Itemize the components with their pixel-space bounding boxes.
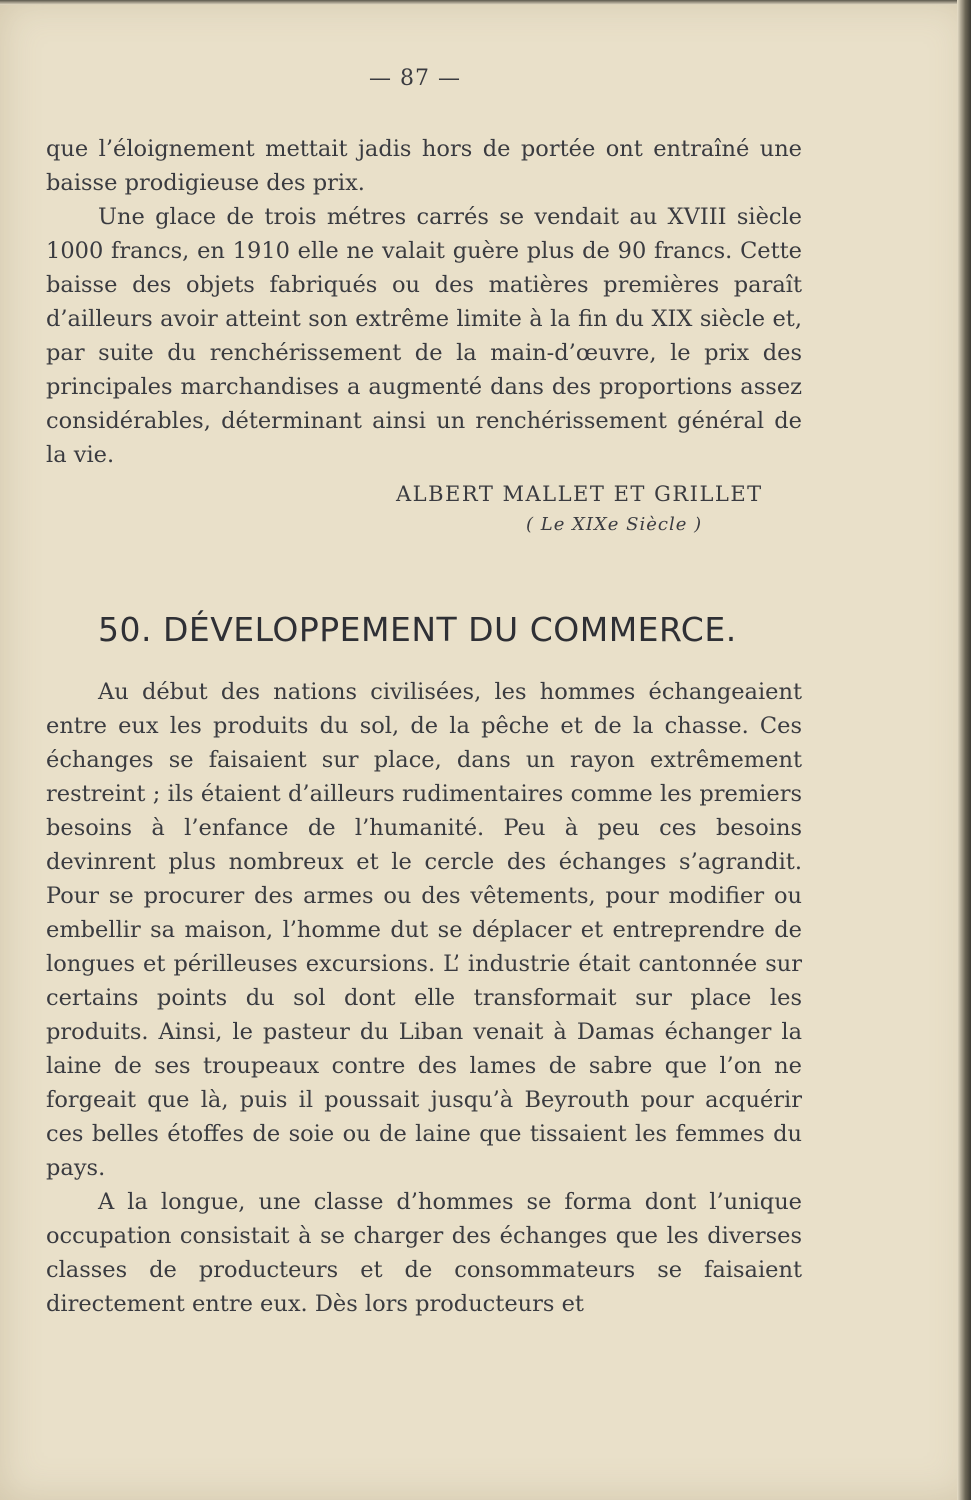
attribution-authors: ALBERT MALLET ET GRILLET <box>396 482 763 506</box>
paragraph: A la longue, une classe d’hommes se forma dont l’unique occupation consistait à se charger des échanges que les diverses classes de producteurs et de consommateurs se faisaient directement entre eux. Dès lors producteurs et <box>46 1189 802 1317</box>
paragraph: Une glace de trois métres carrés se vendait au XVIII siècle 1000 francs, en 1910 elle ne valait guère plus de 90 francs. Cette baisse des objets fabriqués ou des matières premières paraît d’ailleurs avoir atteint son extrême limite à la fin du XIX siècle et, par suite du renchérissement de la main-d’œuvre, le prix des principales marchandises a augmenté dans des proportions assez considérables, déterminant ainsi un renchérissement général de la vie. <box>46 204 802 468</box>
page-top-edge <box>0 0 971 5</box>
paragraph-continuation: que l’éloignement mettait jadis hors de portée ont entraîné une baisse prodigieuse des prix. <box>46 136 802 196</box>
quoted-passage <box>46 132 802 472</box>
section-heading: 50. DÉVELOPPEMENT DU COMMERCE. <box>98 610 737 649</box>
page-binding-edge <box>957 0 971 1500</box>
section-body <box>46 675 802 1321</box>
page-number: — 87 — <box>369 66 461 91</box>
attribution-source: ( Le XIXe Siècle ) <box>526 514 703 535</box>
paragraph: Au début des nations civilisées, les hommes échangeaient entre eux les produits du sol, de la pêche et de la chasse. Ces échanges se faisaient sur place, dans un rayon extrêmement restreint ; ils étaient d’ailleurs rudimentaires comme les premiers besoins à l’enfance de l’humanité. Peu à peu ces besoins devinrent plus nombreux et le cercle des échanges s’agrandit. Pour se procurer des armes ou des vêtements, pour modifier ou embellir sa maison, l’homme dut se déplacer et entreprendre de longues et périlleuses excursions. L’ industrie était cantonnée sur certains points du sol dont elle transformait sur place les produits. Ainsi, le pasteur du Liban venait à Damas échanger la laine de ses troupeaux contre des lames de sabre que l’on ne forgeait que là, puis il poussait jusqu’à Beyrouth pour acquérir ces belles étoffes de soie ou de laine que tissaient les femmes du pays. <box>46 679 802 1181</box>
